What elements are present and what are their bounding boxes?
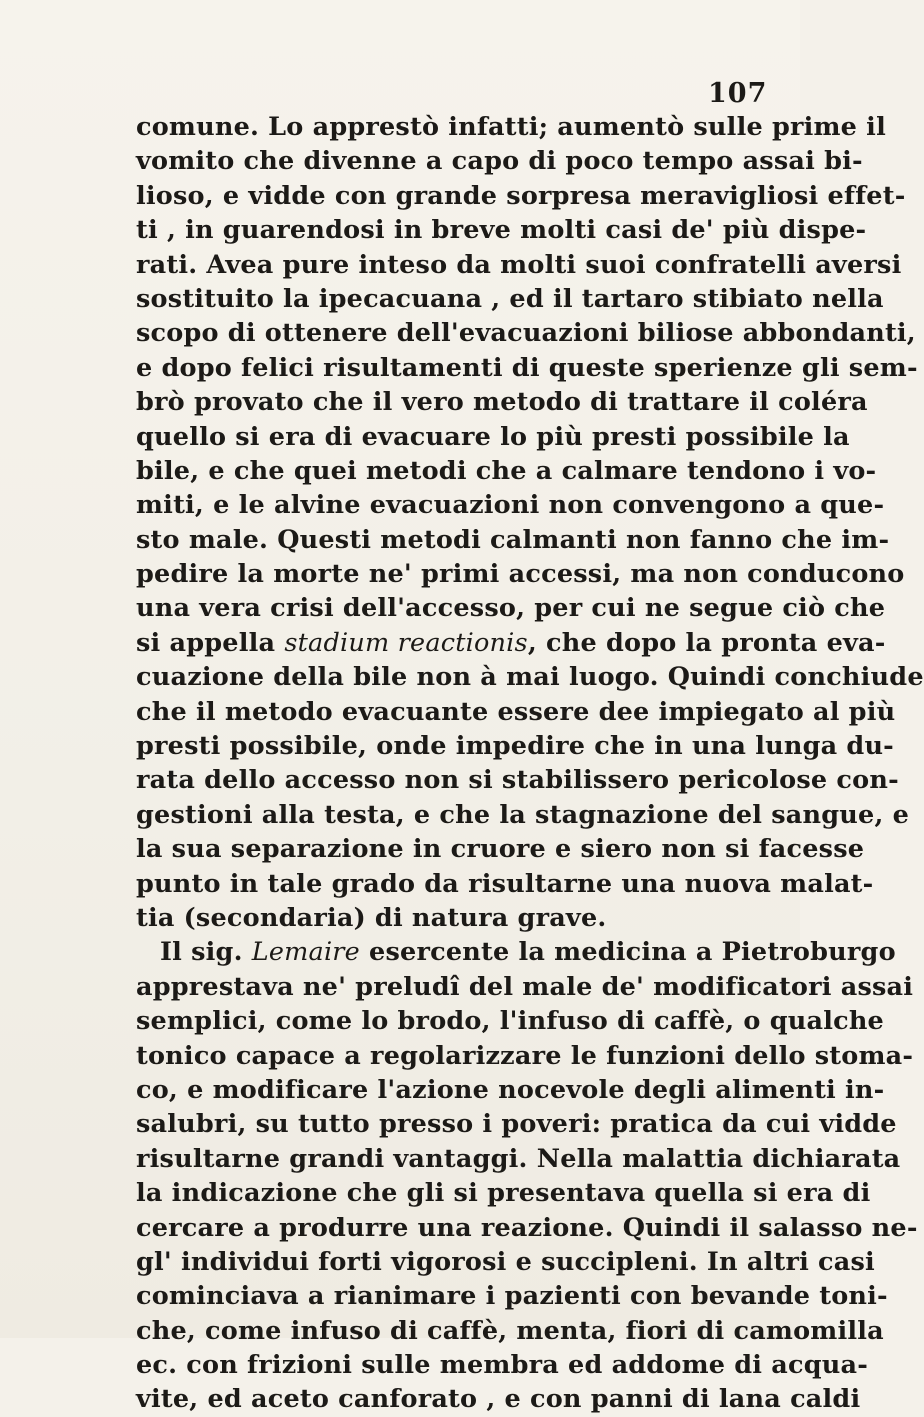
text-line-with-italic: [136, 626, 886, 660]
text-fragment: esercente la medicina a Pietroburgo: [359, 937, 896, 968]
text-line: la indicazione che gli si presentava quella si era di: [136, 1178, 871, 1209]
text-fragment: si appella: [136, 627, 285, 658]
italic-term: stadium reactionis: [284, 627, 528, 658]
text-line: ti , in guarendosi in breve molti casi de' più dispe-: [136, 215, 867, 246]
page-number: 107: [708, 78, 768, 109]
text-line: che il metodo evacuante essere dee impiegato al più: [136, 696, 896, 727]
text-line: cercare a produrre una reazione. Quindi il salasso ne-: [136, 1212, 918, 1243]
text-line: brò provato che il vero metodo di trattare il coléra: [136, 387, 868, 418]
text-line: quello si era di evacuare lo più presti possibile la: [136, 421, 850, 452]
text-line: scopo di ottenere dell'evacuazioni biliose abbondanti,: [136, 318, 916, 349]
text-fragment: , che dopo la pronta eva-: [527, 627, 886, 658]
text-line: e dopo felici risultamenti di queste sperienze gli sem-: [136, 352, 918, 383]
body-text: [136, 110, 924, 1417]
text-line: che, come infuso di caffè, menta, fiori di camomilla: [136, 1315, 884, 1346]
text-line: semplici, come lo brodo, l'infuso di caffè, o qualche: [136, 1006, 884, 1037]
text-fragment: Il sig.: [160, 937, 252, 968]
text-line: risultarne grandi vantaggi. Nella malattia dichiarata: [136, 1143, 901, 1174]
text-line: vite, ed aceto canforato , e con panni di lana caldi: [136, 1384, 861, 1415]
text-line: presti possibile, onde impedire che in una lunga du-: [136, 731, 894, 762]
text-line: gestioni alla testa, e che la stagnazione del sangue, e: [136, 799, 910, 830]
text-line: bile, e che quei metodi che a calmare tendono i vo-: [136, 455, 877, 486]
text-line: una vera crisi dell'accesso, per cui ne segue ciò che: [136, 593, 886, 624]
text-line: rata dello accesso non si stabilissero pericolose con-: [136, 765, 899, 796]
text-line: sto male. Questi metodi calmanti non fanno che im-: [136, 524, 890, 555]
text-line: salubri, su tutto presso i poveri: pratica da cui vidde: [136, 1109, 897, 1140]
text-line: sostituito la ipecacuana , ed il tartaro stibiato nella: [136, 283, 884, 314]
italic-name: Lemaire: [251, 937, 360, 968]
text-line: gl' individui forti vigorosi e succipleni. In altri casi: [136, 1246, 875, 1277]
paragraph-1: [136, 110, 924, 935]
text-line: cuazione della bile non à mai luogo. Quindi conchiude: [136, 662, 924, 693]
text-line: ec. con frizioni sulle membra ed addome di acqua-: [136, 1350, 868, 1381]
paragraph-2: [136, 935, 918, 1416]
text-line: miti, e le alvine evacuazioni non convengono a que-: [136, 490, 885, 521]
text-line: apprestava ne' preludî del male de' modificatori assai: [136, 971, 914, 1002]
text-line: tia (secondaria) di natura grave.: [136, 902, 607, 933]
text-line: la sua separazione in cruore e siero non si facesse: [136, 834, 865, 865]
text-line-with-italic: [136, 935, 896, 969]
text-line: pedire la morte ne' primi accessi, ma non conducono: [136, 559, 905, 590]
text-line: comune. Lo apprestò infatti; aumentò sulle prime il: [136, 112, 886, 142]
text-line: punto in tale grado da risultarne una nuova malat-: [136, 868, 874, 899]
text-line: cominciava a rianimare i pazienti con bevande toni-: [136, 1281, 888, 1312]
text-line: co, e modificare l'azione nocevole degli alimenti in-: [136, 1074, 885, 1105]
text-line: vomito che divenne a capo di poco tempo assai bi-: [136, 146, 863, 177]
text-line: lioso, e vidde con grande sorpresa meravigliosi effet-: [136, 180, 906, 211]
text-line: rati. Avea pure inteso da molti suoi confratelli aversi: [136, 249, 902, 280]
text-line: tonico capace a regolarizzare le funzioni dello stoma-: [136, 1040, 914, 1071]
